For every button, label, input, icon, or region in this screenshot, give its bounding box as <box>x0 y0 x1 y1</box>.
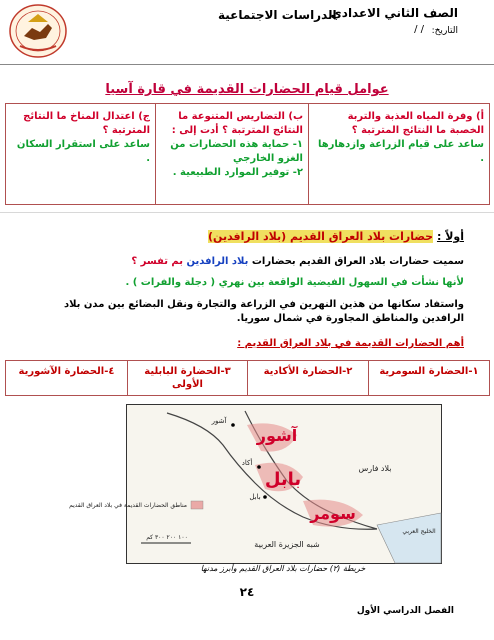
header-divider <box>0 64 494 65</box>
map-label-arabia: شبه الجزيرة العربية <box>254 540 320 549</box>
section-title <box>208 230 464 243</box>
civ-akkadian: ٢-الحضارة الأكادية <box>248 361 369 395</box>
page-number: ٢٤ <box>239 585 255 599</box>
factor-climate-heading: ج) اعتدال المناخ ما النتائج المترتبة ؟ <box>23 111 150 136</box>
civilizations-table <box>5 360 490 396</box>
date-value: / / <box>414 24 424 35</box>
map-label-babil-big: بابل <box>264 469 302 490</box>
map-scale: ١٠٠ ٢٠٠ ٣٠٠ كم <box>146 534 188 541</box>
map-label-ashur-city: آشور <box>211 417 227 425</box>
factor-climate-answer: ساعد على استقرار السكان . <box>16 139 150 164</box>
factor-climate <box>6 104 156 204</box>
map-legend-swatch <box>191 501 203 509</box>
factor-terrain-answer-1: ١- حماية هذه الحضارات من الغزو الخارجي <box>170 139 303 164</box>
section-divider <box>0 212 494 213</box>
factor-water <box>309 104 489 204</box>
map-label-akkad: أكاد <box>241 459 253 467</box>
factor-terrain <box>156 104 309 204</box>
factor-terrain-answer-2: ٢- توفير الموارد الطبيعية . <box>172 167 303 178</box>
answer-line: لأنها نشأت في السهول الفيضية الواقعة بين نهري ( دجلة والفرات ) . <box>125 277 464 288</box>
school-logo <box>6 2 70 60</box>
map-label-ashur: آشور <box>256 426 298 445</box>
map-label-bilad-fars: بلاد فارس <box>358 464 392 473</box>
date-label: التاريخ: <box>431 26 458 36</box>
question-line <box>131 256 464 267</box>
subject-label: الدراسات الاجتماعية <box>218 8 337 22</box>
civ-assyrian: ٤-الحضارة الآشورية <box>6 361 128 395</box>
map-legend-text: مناطق الحضارات القديمة في بلاد العراق القديم <box>69 502 187 509</box>
civ-babylonian: ٣-الحضارة البابلية الأولى <box>128 361 248 395</box>
factor-water-heading: أ) وفرة المياه العذبة والتربة الخصبة ما النتائج المترتبة ؟ <box>347 111 484 136</box>
section-heading: حضارات بلاد العراق القديم (بلاد الرافدين) <box>208 230 434 243</box>
question-text: سميت حضارات بلاد العراق القديم بحضارات <box>251 256 464 267</box>
factor-water-answer: ساعد على قيام الزراعة وازدهارها . <box>317 139 484 164</box>
important-civs-title: أهم الحضارات القديمة في بلاد العراق القديم : <box>237 338 464 349</box>
paragraph-text: واستفاد سكانها من هذين النهرين في الزراعة والتجارة ونقل البضائع بين مدن بلاد الرافدين والمناطق المجاورة في شمال سوريا. <box>63 299 464 324</box>
map-label-sumer: سومر <box>310 504 356 523</box>
civ-sumerian: ١-الحضارة السومرية <box>379 366 479 377</box>
factor-terrain-heading: ب) التضاريس المتنوعة ما النتائج المترتبة ؟ أدت إلى : <box>171 111 303 136</box>
section-number: أولاً : <box>436 230 464 243</box>
grade-label: الصف الثاني الاعدادي <box>330 6 458 20</box>
map-label-gulf: الخليج العربي <box>402 528 436 535</box>
factors-table <box>5 103 490 205</box>
map-label-babil: بابل <box>249 493 261 501</box>
footer-term: الفصل الدراسي الأول <box>356 606 454 616</box>
question-highlight: بلاد الرافدين <box>186 256 249 267</box>
map-caption: خريطة (٢) حضارات بلاد العراق القديم وأبرز مدنها <box>200 564 366 573</box>
page-title: عوامل قيام الحضارات القديمة في قارة آسيا <box>105 82 389 97</box>
question-prompt: بم تفسر ؟ <box>131 256 184 267</box>
mesopotamia-map <box>69 404 442 564</box>
